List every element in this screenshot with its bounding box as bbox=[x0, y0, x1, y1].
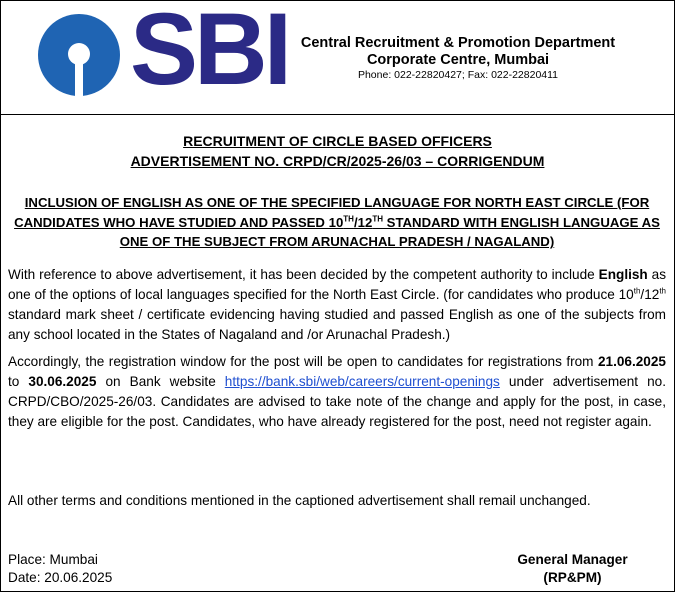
sbi-logo-keyhole-icon bbox=[38, 14, 120, 96]
sbi-logo-text: SBI bbox=[130, 0, 289, 106]
place: Place: Mumbai bbox=[8, 552, 98, 567]
careers-link[interactable]: https://bank.sbi/web/careers/current-openings bbox=[224, 374, 500, 389]
advertisement-number: ADVERTISEMENT NO. CRPD/CR/2025-26/03 – CORRIGENDUM bbox=[130, 153, 545, 169]
org-office: Corporate Centre, Mumbai bbox=[366, 52, 550, 68]
place-date-block bbox=[8, 551, 112, 587]
corrigendum-subject: INCLUSION OF ENGLISH AS ONE OF THE SPECIFIED LANGUAGE FOR NORTH EAST CIRCLE (FOR CANDIDATES WHO HAVE STUDIED AND PASSED 10TH/12TH STANDARD WITH ENGLISH LANGUAGE AS ONE OF THE SUBJECT FROM ARUNACHAL PRADESH / NAGALAND) bbox=[14, 195, 660, 249]
sbi-logo bbox=[38, 0, 289, 106]
paragraph-other-terms: All other terms and conditions mentioned in the captioned advertisement shall remail unchanged. bbox=[8, 493, 591, 508]
org-header bbox=[288, 34, 628, 82]
signatory-department: (RP&PM) bbox=[543, 570, 602, 585]
header-divider bbox=[0, 114, 675, 115]
date: Date: 20.06.2025 bbox=[8, 570, 113, 585]
paragraph-english-inclusion: With reference to above advertisement, it has been decided by the competent authority to include English as one of the options of local languages specified for the North East Circle. (for candidates who produce 10th/12th standard mark sheet / certificate evidencing having studied and passed English as one of the subjects from any school located in the States of Nagaland and /or Arunachal Pradesh.) bbox=[8, 267, 667, 342]
document-title: RECRUITMENT OF CIRCLE BASED OFFICERS bbox=[183, 133, 492, 149]
org-contact: Phone: 022-22820427; Fax: 022-22820411 bbox=[357, 69, 559, 81]
signatory-block bbox=[515, 551, 630, 587]
registration-end-date: 30.06.2025 bbox=[28, 374, 97, 389]
paragraph-registration-window: Accordingly, the registration window for the post will be open to candidates for registrations from 21.06.2025 to 30.06.2025 on Bank website https://bank.sbi/web/careers/current-openings under advertisement no. CRPD/CBO/2025-26/03. Candidates are advised to take note of the change and apply for the post, in case, they are eligible for the post. Candidates, who have already registered for the post, need not register again. bbox=[8, 354, 667, 429]
registration-start-date: 21.06.2025 bbox=[597, 354, 666, 369]
org-department: Central Recruitment & Promotion Department bbox=[300, 35, 616, 51]
signatory-designation: General Manager bbox=[517, 552, 628, 567]
